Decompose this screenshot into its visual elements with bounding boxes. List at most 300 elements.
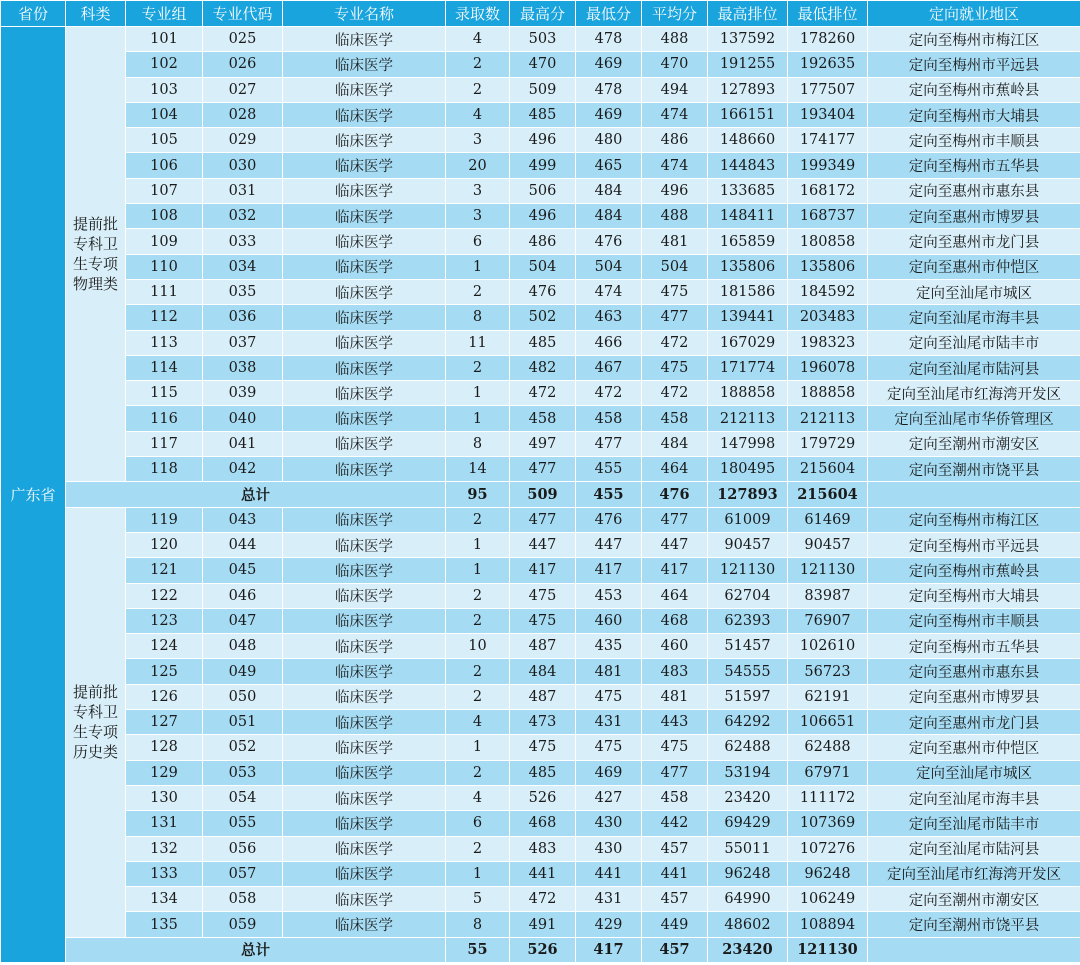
avg-score-cell: 477 (642, 305, 708, 330)
count-cell: 8 (446, 912, 510, 937)
group-cell: 130 (126, 785, 203, 810)
table-row (1, 330, 1080, 355)
max-rank-cell: 139441 (708, 305, 788, 330)
min-rank-cell: 106249 (788, 887, 868, 912)
max-score-cell: 487 (510, 634, 576, 659)
count-cell: 2 (446, 355, 510, 380)
max-rank-cell: 121130 (708, 558, 788, 583)
min-score-cell: 430 (576, 836, 642, 861)
major-cell: 临床医学 (283, 735, 446, 760)
count-cell: 2 (446, 659, 510, 684)
max-rank-cell: 144843 (708, 153, 788, 178)
min-rank-cell: 56723 (788, 659, 868, 684)
total-min-cell: 417 (576, 937, 642, 962)
group-cell: 104 (126, 102, 203, 127)
table-row (1, 77, 1080, 102)
header-count: 录取数 (446, 1, 510, 27)
table-row (1, 887, 1080, 912)
avg-score-cell: 472 (642, 381, 708, 406)
code-cell: 029 (203, 128, 283, 153)
min-rank-cell: 67971 (788, 760, 868, 785)
major-cell: 临床医学 (283, 608, 446, 633)
region-cell: 定向至汕尾市陆丰市 (868, 330, 1080, 355)
avg-score-cell: 474 (642, 102, 708, 127)
avg-score-cell: 457 (642, 887, 708, 912)
count-cell: 2 (446, 52, 510, 77)
count-cell: 1 (446, 735, 510, 760)
region-cell: 定向至汕尾市陆河县 (868, 355, 1080, 380)
min-rank-cell: 203483 (788, 305, 868, 330)
region-cell: 定向至惠州市惠东县 (868, 178, 1080, 203)
min-rank-cell: 121130 (788, 558, 868, 583)
min-rank-cell: 107276 (788, 836, 868, 861)
min-rank-cell: 192635 (788, 52, 868, 77)
max-rank-cell: 23420 (708, 785, 788, 810)
table-row (1, 507, 1080, 532)
max-score-cell: 491 (510, 912, 576, 937)
table-row (1, 52, 1080, 77)
avg-score-cell: 474 (642, 153, 708, 178)
total-region-cell (868, 937, 1080, 962)
total-row (1, 937, 1080, 962)
count-cell: 4 (446, 710, 510, 735)
min-rank-cell: 61469 (788, 507, 868, 532)
major-cell: 临床医学 (283, 912, 446, 937)
min-score-cell: 455 (576, 457, 642, 482)
region-cell: 定向至梅州市平远县 (868, 532, 1080, 557)
min-score-cell: 484 (576, 204, 642, 229)
table-row (1, 912, 1080, 937)
code-cell: 041 (203, 431, 283, 456)
max-rank-cell: 96248 (708, 861, 788, 886)
region-cell: 定向至汕尾市红海湾开发区 (868, 861, 1080, 886)
code-cell: 031 (203, 178, 283, 203)
min-rank-cell: 96248 (788, 861, 868, 886)
min-score-cell: 466 (576, 330, 642, 355)
min-score-cell: 431 (576, 887, 642, 912)
region-cell: 定向至汕尾市华侨管理区 (868, 406, 1080, 431)
min-score-cell: 463 (576, 305, 642, 330)
max-rank-cell: 64990 (708, 887, 788, 912)
group-cell: 128 (126, 735, 203, 760)
total-max-rank-cell: 127893 (708, 482, 788, 507)
avg-score-cell: 494 (642, 77, 708, 102)
total-max-rank-cell: 23420 (708, 937, 788, 962)
table-row (1, 128, 1080, 153)
count-cell: 1 (446, 558, 510, 583)
max-score-cell: 482 (510, 355, 576, 380)
major-cell: 临床医学 (283, 760, 446, 785)
major-cell: 临床医学 (283, 457, 446, 482)
max-score-cell: 485 (510, 330, 576, 355)
max-score-cell: 497 (510, 431, 576, 456)
min-score-cell: 430 (576, 811, 642, 836)
region-cell: 定向至汕尾市海丰县 (868, 785, 1080, 810)
min-score-cell: 417 (576, 558, 642, 583)
major-cell: 临床医学 (283, 229, 446, 254)
code-cell: 055 (203, 811, 283, 836)
count-cell: 2 (446, 583, 510, 608)
count-cell: 4 (446, 785, 510, 810)
count-cell: 1 (446, 532, 510, 557)
header-max-score: 最高分 (510, 1, 576, 27)
code-cell: 038 (203, 355, 283, 380)
region-cell: 定向至潮州市潮安区 (868, 887, 1080, 912)
avg-score-cell: 464 (642, 583, 708, 608)
max-score-cell: 472 (510, 381, 576, 406)
group-cell: 135 (126, 912, 203, 937)
min-score-cell: 469 (576, 760, 642, 785)
max-rank-cell: 64292 (708, 710, 788, 735)
min-score-cell: 447 (576, 532, 642, 557)
min-score-cell: 460 (576, 608, 642, 633)
code-cell: 052 (203, 735, 283, 760)
region-cell: 定向至梅州市大埔县 (868, 102, 1080, 127)
group-cell: 131 (126, 811, 203, 836)
major-cell: 临床医学 (283, 355, 446, 380)
max-rank-cell: 62393 (708, 608, 788, 633)
max-score-cell: 526 (510, 785, 576, 810)
count-cell: 8 (446, 305, 510, 330)
avg-score-cell: 481 (642, 229, 708, 254)
group-cell: 114 (126, 355, 203, 380)
region-cell: 定向至梅州市大埔县 (868, 583, 1080, 608)
region-cell: 定向至惠州市博罗县 (868, 684, 1080, 709)
header-major: 专业名称 (283, 1, 446, 27)
min-score-cell: 477 (576, 431, 642, 456)
major-cell: 临床医学 (283, 532, 446, 557)
table-row (1, 532, 1080, 557)
max-rank-cell: 135806 (708, 254, 788, 279)
group-cell: 110 (126, 254, 203, 279)
min-rank-cell: 188858 (788, 381, 868, 406)
code-cell: 058 (203, 887, 283, 912)
count-cell: 10 (446, 634, 510, 659)
max-score-cell: 496 (510, 204, 576, 229)
major-cell: 临床医学 (283, 431, 446, 456)
major-cell: 临床医学 (283, 128, 446, 153)
max-rank-cell: 69429 (708, 811, 788, 836)
major-cell: 临床医学 (283, 558, 446, 583)
avg-score-cell: 470 (642, 52, 708, 77)
count-cell: 6 (446, 811, 510, 836)
code-cell: 034 (203, 254, 283, 279)
header-province: 省份 (1, 1, 66, 27)
table-row (1, 583, 1080, 608)
max-rank-cell: 188858 (708, 381, 788, 406)
region-cell: 定向至梅州市梅江区 (868, 27, 1080, 52)
count-cell: 2 (446, 279, 510, 304)
max-score-cell: 473 (510, 710, 576, 735)
group-cell: 122 (126, 583, 203, 608)
table-row (1, 204, 1080, 229)
count-cell: 5 (446, 887, 510, 912)
code-cell: 050 (203, 684, 283, 709)
avg-score-cell: 475 (642, 355, 708, 380)
table-row (1, 279, 1080, 304)
province-cell: 广东省 (1, 27, 66, 963)
total-region-cell (868, 482, 1080, 507)
group-cell: 117 (126, 431, 203, 456)
region-cell: 定向至惠州市仲恺区 (868, 254, 1080, 279)
code-cell: 059 (203, 912, 283, 937)
group-cell: 111 (126, 279, 203, 304)
major-cell: 临床医学 (283, 710, 446, 735)
min-rank-cell: 177507 (788, 77, 868, 102)
table-row (1, 710, 1080, 735)
max-score-cell: 504 (510, 254, 576, 279)
code-cell: 030 (203, 153, 283, 178)
region-cell: 定向至梅州市蕉岭县 (868, 558, 1080, 583)
max-score-cell: 487 (510, 684, 576, 709)
max-score-cell: 475 (510, 583, 576, 608)
major-cell: 临床医学 (283, 178, 446, 203)
max-score-cell: 502 (510, 305, 576, 330)
min-rank-cell: 215604 (788, 457, 868, 482)
group-cell: 107 (126, 178, 203, 203)
category-cell: 提前批专科卫生专项历史类 (66, 507, 126, 937)
group-cell: 115 (126, 381, 203, 406)
group-cell: 127 (126, 710, 203, 735)
group-cell: 123 (126, 608, 203, 633)
major-cell: 临床医学 (283, 77, 446, 102)
header-category: 科类 (66, 1, 126, 27)
avg-score-cell: 458 (642, 406, 708, 431)
min-score-cell: 475 (576, 735, 642, 760)
min-score-cell: 431 (576, 710, 642, 735)
major-cell: 临床医学 (283, 52, 446, 77)
major-cell: 临床医学 (283, 659, 446, 684)
total-max-cell: 509 (510, 482, 576, 507)
min-score-cell: 453 (576, 583, 642, 608)
code-cell: 027 (203, 77, 283, 102)
min-rank-cell: 184592 (788, 279, 868, 304)
table-row (1, 102, 1080, 127)
avg-score-cell: 488 (642, 204, 708, 229)
table-row (1, 608, 1080, 633)
major-cell: 临床医学 (283, 836, 446, 861)
code-cell: 049 (203, 659, 283, 684)
min-score-cell: 474 (576, 279, 642, 304)
major-cell: 临床医学 (283, 583, 446, 608)
min-rank-cell: 199349 (788, 153, 868, 178)
total-count-cell: 95 (446, 482, 510, 507)
max-rank-cell: 148411 (708, 204, 788, 229)
group-cell: 103 (126, 77, 203, 102)
max-rank-cell: 127893 (708, 77, 788, 102)
max-rank-cell: 212113 (708, 406, 788, 431)
table-row (1, 684, 1080, 709)
total-count-cell: 55 (446, 937, 510, 962)
group-cell: 116 (126, 406, 203, 431)
max-score-cell: 484 (510, 659, 576, 684)
max-rank-cell: 165859 (708, 229, 788, 254)
region-cell: 定向至惠州市仲恺区 (868, 735, 1080, 760)
avg-score-cell: 475 (642, 735, 708, 760)
avg-score-cell: 441 (642, 861, 708, 886)
avg-score-cell: 475 (642, 279, 708, 304)
region-cell: 定向至汕尾市城区 (868, 760, 1080, 785)
min-score-cell: 476 (576, 507, 642, 532)
table-row (1, 811, 1080, 836)
header-min-rank: 最低排位 (788, 1, 868, 27)
group-cell: 118 (126, 457, 203, 482)
category-cell: 提前批专科卫生专项物理类 (66, 27, 126, 482)
max-score-cell: 476 (510, 279, 576, 304)
max-score-cell: 468 (510, 811, 576, 836)
code-cell: 047 (203, 608, 283, 633)
code-cell: 028 (203, 102, 283, 127)
code-cell: 042 (203, 457, 283, 482)
table-row (1, 406, 1080, 431)
min-rank-cell: 196078 (788, 355, 868, 380)
max-rank-cell: 137592 (708, 27, 788, 52)
major-cell: 临床医学 (283, 254, 446, 279)
min-score-cell: 441 (576, 861, 642, 886)
count-cell: 4 (446, 102, 510, 127)
max-score-cell: 470 (510, 52, 576, 77)
major-cell: 临床医学 (283, 507, 446, 532)
table-row (1, 305, 1080, 330)
min-rank-cell: 111172 (788, 785, 868, 810)
table-row (1, 229, 1080, 254)
region-cell: 定向至汕尾市陆丰市 (868, 811, 1080, 836)
avg-score-cell: 504 (642, 254, 708, 279)
group-cell: 119 (126, 507, 203, 532)
code-cell: 046 (203, 583, 283, 608)
min-score-cell: 465 (576, 153, 642, 178)
min-score-cell: 469 (576, 102, 642, 127)
count-cell: 1 (446, 381, 510, 406)
max-score-cell: 483 (510, 836, 576, 861)
min-score-cell: 504 (576, 254, 642, 279)
code-cell: 051 (203, 710, 283, 735)
avg-score-cell: 483 (642, 659, 708, 684)
count-cell: 4 (446, 27, 510, 52)
header-avg-score: 平均分 (642, 1, 708, 27)
avg-score-cell: 472 (642, 330, 708, 355)
count-cell: 3 (446, 204, 510, 229)
major-cell: 临床医学 (283, 887, 446, 912)
code-cell: 054 (203, 785, 283, 810)
region-cell: 定向至梅州市梅江区 (868, 507, 1080, 532)
count-cell: 2 (446, 836, 510, 861)
avg-score-cell: 477 (642, 507, 708, 532)
avg-score-cell: 488 (642, 27, 708, 52)
major-cell: 临床医学 (283, 861, 446, 886)
code-cell: 048 (203, 634, 283, 659)
region-cell: 定向至潮州市饶平县 (868, 457, 1080, 482)
table-row (1, 836, 1080, 861)
max-score-cell: 499 (510, 153, 576, 178)
total-min-cell: 455 (576, 482, 642, 507)
total-label: 总计 (66, 937, 446, 962)
count-cell: 6 (446, 229, 510, 254)
major-cell: 临床医学 (283, 406, 446, 431)
min-rank-cell: 62191 (788, 684, 868, 709)
avg-score-cell: 464 (642, 457, 708, 482)
region-cell: 定向至惠州市龙门县 (868, 229, 1080, 254)
count-cell: 1 (446, 254, 510, 279)
min-rank-cell: 180858 (788, 229, 868, 254)
major-cell: 临床医学 (283, 381, 446, 406)
code-cell: 033 (203, 229, 283, 254)
total-min-rank-cell: 121130 (788, 937, 868, 962)
min-score-cell: 480 (576, 128, 642, 153)
min-rank-cell: 62488 (788, 735, 868, 760)
min-score-cell: 484 (576, 178, 642, 203)
max-rank-cell: 133685 (708, 178, 788, 203)
max-score-cell: 441 (510, 861, 576, 886)
region-cell: 定向至惠州市龙门县 (868, 710, 1080, 735)
avg-score-cell: 417 (642, 558, 708, 583)
major-cell: 临床医学 (283, 102, 446, 127)
avg-score-cell: 442 (642, 811, 708, 836)
max-score-cell: 485 (510, 760, 576, 785)
max-score-cell: 509 (510, 77, 576, 102)
total-label: 总计 (66, 482, 446, 507)
code-cell: 040 (203, 406, 283, 431)
max-rank-cell: 61009 (708, 507, 788, 532)
count-cell: 20 (446, 153, 510, 178)
avg-score-cell: 458 (642, 785, 708, 810)
min-score-cell: 469 (576, 52, 642, 77)
group-cell: 102 (126, 52, 203, 77)
total-max-cell: 526 (510, 937, 576, 962)
major-cell: 临床医学 (283, 279, 446, 304)
major-cell: 临床医学 (283, 785, 446, 810)
region-cell: 定向至汕尾市红海湾开发区 (868, 381, 1080, 406)
code-cell: 032 (203, 204, 283, 229)
code-cell: 057 (203, 861, 283, 886)
table-row (1, 659, 1080, 684)
count-cell: 1 (446, 861, 510, 886)
region-cell: 定向至梅州市丰顺县 (868, 128, 1080, 153)
min-score-cell: 427 (576, 785, 642, 810)
group-cell: 132 (126, 836, 203, 861)
group-cell: 121 (126, 558, 203, 583)
count-cell: 1 (446, 406, 510, 431)
group-cell: 109 (126, 229, 203, 254)
total-avg-cell: 476 (642, 482, 708, 507)
group-cell: 105 (126, 128, 203, 153)
min-score-cell: 458 (576, 406, 642, 431)
min-score-cell: 475 (576, 684, 642, 709)
group-cell: 126 (126, 684, 203, 709)
min-rank-cell: 107369 (788, 811, 868, 836)
count-cell: 2 (446, 608, 510, 633)
count-cell: 2 (446, 684, 510, 709)
max-score-cell: 477 (510, 507, 576, 532)
code-cell: 026 (203, 52, 283, 77)
header-code: 专业代码 (203, 1, 283, 27)
region-cell: 定向至潮州市饶平县 (868, 912, 1080, 937)
code-cell: 039 (203, 381, 283, 406)
avg-score-cell: 477 (642, 760, 708, 785)
table-row (1, 381, 1080, 406)
group-cell: 112 (126, 305, 203, 330)
code-cell: 043 (203, 507, 283, 532)
min-rank-cell: 106651 (788, 710, 868, 735)
min-rank-cell: 178260 (788, 27, 868, 52)
max-score-cell: 447 (510, 532, 576, 557)
min-rank-cell: 193404 (788, 102, 868, 127)
table-row (1, 735, 1080, 760)
group-cell: 101 (126, 27, 203, 52)
max-rank-cell: 90457 (708, 532, 788, 557)
max-rank-cell: 180495 (708, 457, 788, 482)
table-row (1, 431, 1080, 456)
